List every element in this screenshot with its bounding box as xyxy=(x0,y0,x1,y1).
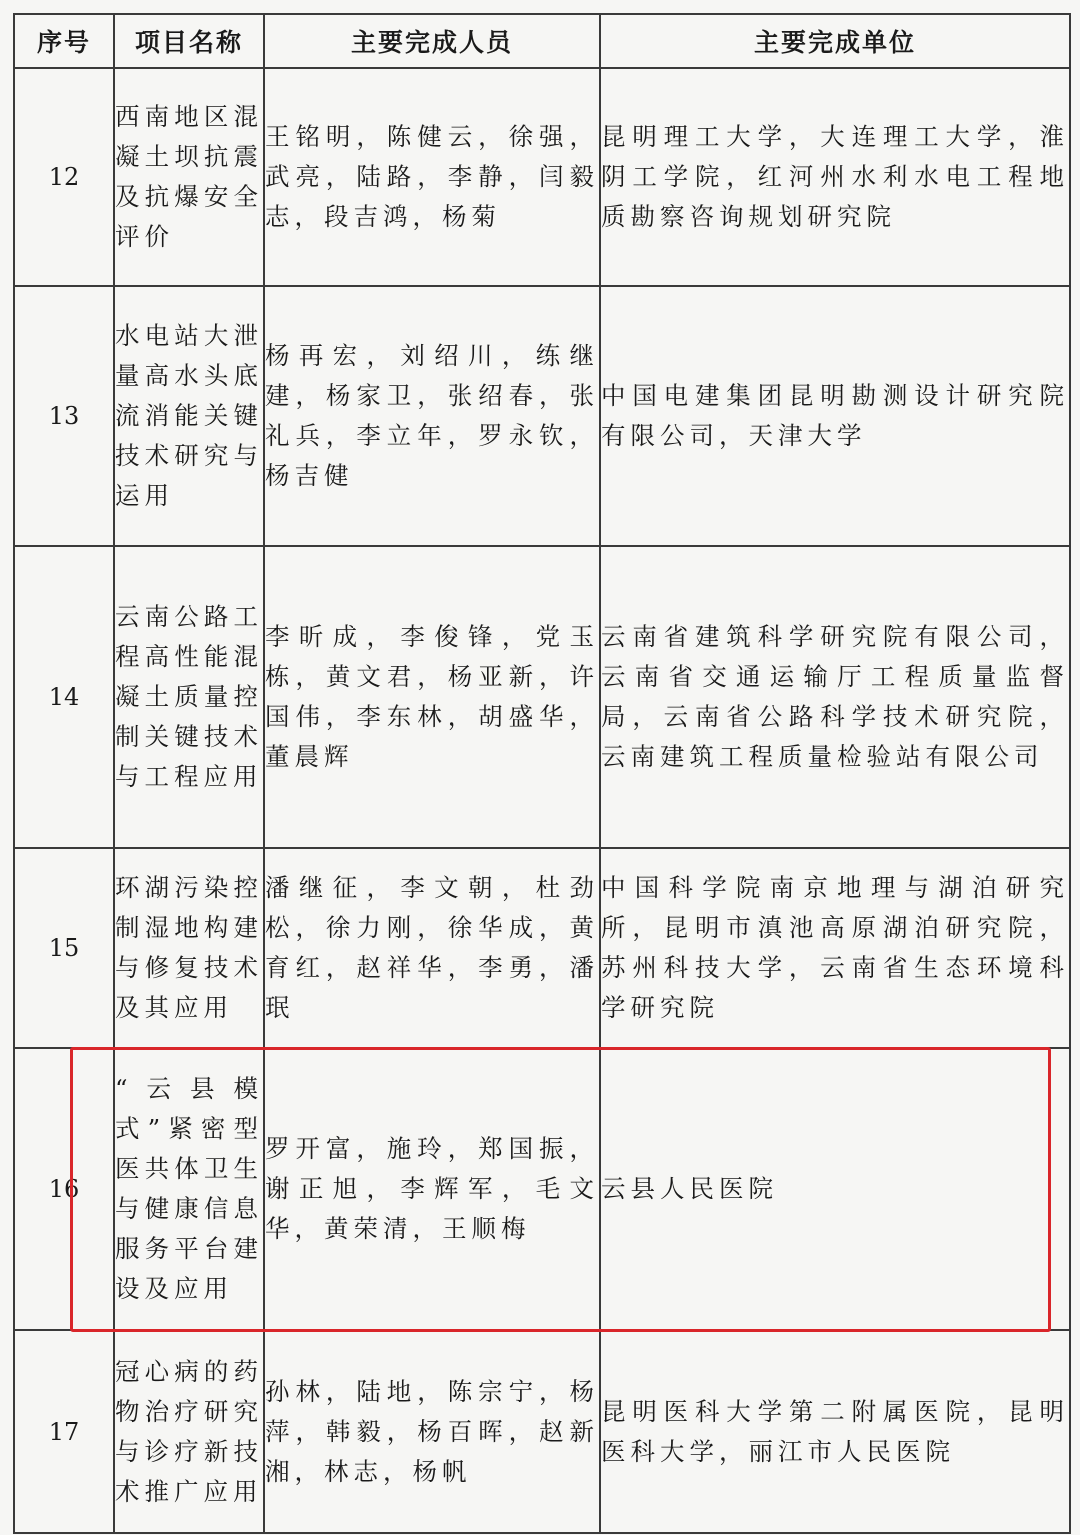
header-no: 序号 xyxy=(14,14,114,68)
table-row xyxy=(14,286,1070,546)
main-people: 李昕成，李俊锋，党玉栋，黄文君，杨亚新，许国伟，李东林，胡盛华，董晨辉 xyxy=(264,546,600,848)
main-people: 潘继征，李文朝，杜劲松，徐力刚，徐华成，黄育红，赵祥华，李勇，潘珉 xyxy=(264,848,600,1048)
row-number: 12 xyxy=(14,68,114,286)
main-people: 罗开富，施玲，郑国振，谢正旭，李辉军，毛文华，黄荣清，王顺梅 xyxy=(264,1048,600,1330)
project-name: 水电站大泄量高水头底流消能关键技术研究与运用 xyxy=(114,286,264,546)
awards-table xyxy=(13,13,1071,1534)
row-number: 15 xyxy=(14,848,114,1048)
header-row xyxy=(14,14,1070,68)
main-people: 杨再宏，刘绍川，练继建，杨家卫，张绍春，张礼兵，李立年，罗永钦，杨吉健 xyxy=(264,286,600,546)
project-name: 云南公路工程高性能混凝土质量控制关键技术与工程应用 xyxy=(114,546,264,848)
table-row xyxy=(14,68,1070,286)
project-name: 环湖污染控制湿地构建与修复技术及其应用 xyxy=(114,848,264,1048)
table-row xyxy=(14,848,1070,1048)
table-row xyxy=(14,1330,1070,1533)
table-row xyxy=(14,1048,1070,1330)
main-unit: 云县人民医院 xyxy=(600,1048,1070,1330)
row-number: 17 xyxy=(14,1330,114,1533)
project-name: 冠心病的药物治疗研究与诊疗新技术推广应用 xyxy=(114,1330,264,1533)
header-main-people: 主要完成人员 xyxy=(264,14,600,68)
project-name: “云县模式”紧密型医共体卫生与健康信息服务平台建设及应用 xyxy=(114,1048,264,1330)
main-people: 孙林，陆地，陈宗宁，杨萍，韩毅，杨百晖，赵新湘，林志，杨帆 xyxy=(264,1330,600,1533)
table-row xyxy=(14,546,1070,848)
main-unit: 昆明医科大学第二附属医院，昆明医科大学，丽江市人民医院 xyxy=(600,1330,1070,1533)
row-number: 14 xyxy=(14,546,114,848)
main-unit: 昆明理工大学，大连理工大学，淮阴工学院，红河州水利水电工程地质勘察咨询规划研究院 xyxy=(600,68,1070,286)
main-unit: 云南省建筑科学研究院有限公司，云南省交通运输厅工程质量监督局，云南省公路科学技术研究院，云南建筑工程质量检验站有限公司 xyxy=(600,546,1070,848)
project-name: 西南地区混凝土坝抗震及抗爆安全评价 xyxy=(114,68,264,286)
header-project-name: 项目名称 xyxy=(114,14,264,68)
row-number: 16 xyxy=(14,1048,114,1330)
main-people: 王铭明，陈健云，徐强，武亮，陆路，李静，闫毅志，段吉鸿，杨菊 xyxy=(264,68,600,286)
row-number: 13 xyxy=(14,286,114,546)
main-unit: 中国科学院南京地理与湖泊研究所，昆明市滇池高原湖泊研究院，苏州科技大学，云南省生态环境科学研究院 xyxy=(600,848,1070,1048)
main-unit: 中国电建集团昆明勘测设计研究院有限公司，天津大学 xyxy=(600,286,1070,546)
header-main-unit: 主要完成单位 xyxy=(600,14,1070,68)
